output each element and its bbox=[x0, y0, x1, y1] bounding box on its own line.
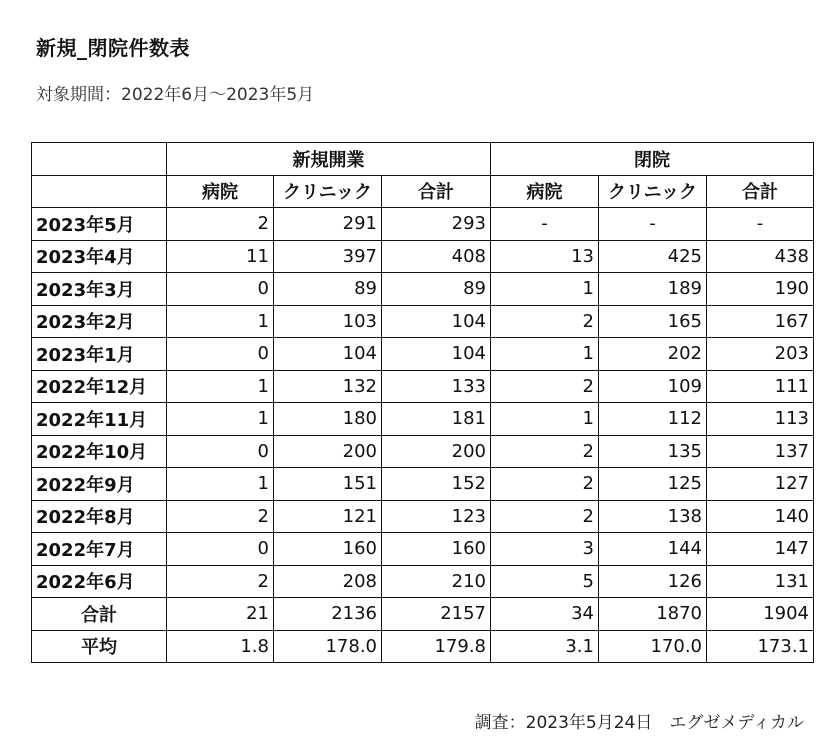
column-header: 合計 bbox=[382, 175, 491, 208]
table-cell: 2 bbox=[491, 435, 599, 468]
table-cell: 131 bbox=[707, 565, 814, 598]
table-cell: 147 bbox=[707, 533, 814, 566]
table-cell: 0 bbox=[167, 533, 274, 566]
table-cell: 140 bbox=[707, 500, 814, 533]
row-label: 2022年9月 bbox=[32, 468, 167, 501]
table-cell: 2 bbox=[491, 500, 599, 533]
table-row bbox=[32, 403, 814, 436]
table-cell: 3.1 bbox=[491, 630, 599, 663]
table-cell: 137 bbox=[707, 435, 814, 468]
table-cell: 2 bbox=[491, 468, 599, 501]
table-row bbox=[32, 305, 814, 338]
table-cell: 111 bbox=[707, 370, 814, 403]
table-cell: - bbox=[599, 208, 707, 241]
table-cell: - bbox=[491, 208, 599, 241]
table-cell: 203 bbox=[707, 338, 814, 371]
table-cell: 1 bbox=[167, 403, 274, 436]
table-cell: 170.0 bbox=[599, 630, 707, 663]
table-row bbox=[32, 240, 814, 273]
table-row bbox=[32, 435, 814, 468]
table-cell: 104 bbox=[382, 338, 491, 371]
table-cell: 173.1 bbox=[707, 630, 814, 663]
column-header: クリニック bbox=[599, 175, 707, 208]
table-cell: 0 bbox=[167, 338, 274, 371]
table-cell: 3 bbox=[491, 533, 599, 566]
table-row bbox=[32, 468, 814, 501]
table-cell: 1 bbox=[167, 305, 274, 338]
period-label: 対象期間：2022年6月～2023年5月 bbox=[36, 85, 315, 105]
group-header-closed: 閉院 bbox=[491, 143, 814, 176]
table-row bbox=[32, 273, 814, 306]
table-cell: 167 bbox=[707, 305, 814, 338]
table-cell: 144 bbox=[599, 533, 707, 566]
row-label: 2022年7月 bbox=[32, 533, 167, 566]
table-cell: 126 bbox=[599, 565, 707, 598]
table-cell: 121 bbox=[274, 500, 382, 533]
table-cell: 208 bbox=[274, 565, 382, 598]
table-cell: 2 bbox=[491, 305, 599, 338]
column-header: 病院 bbox=[491, 175, 599, 208]
table-row bbox=[32, 370, 814, 403]
table-cell: 1 bbox=[167, 468, 274, 501]
table-cell: 408 bbox=[382, 240, 491, 273]
row-label: 2023年5月 bbox=[32, 208, 167, 241]
corner-cell bbox=[32, 143, 167, 176]
table-cell: 200 bbox=[382, 435, 491, 468]
corner-cell bbox=[32, 175, 167, 208]
table-cell: 180 bbox=[274, 403, 382, 436]
row-label: 2022年12月 bbox=[32, 370, 167, 403]
table-cell: 2157 bbox=[382, 598, 491, 631]
row-label: 2023年3月 bbox=[32, 273, 167, 306]
table-cell: 425 bbox=[599, 240, 707, 273]
table-cell: 127 bbox=[707, 468, 814, 501]
table-cell: 2 bbox=[167, 500, 274, 533]
table-cell: 151 bbox=[274, 468, 382, 501]
table-cell: 181 bbox=[382, 403, 491, 436]
table-cell: 2136 bbox=[274, 598, 382, 631]
row-label: 2023年2月 bbox=[32, 305, 167, 338]
table-cell: 202 bbox=[599, 338, 707, 371]
table-cell: 397 bbox=[274, 240, 382, 273]
table-body bbox=[32, 208, 814, 663]
summary-row bbox=[32, 630, 814, 663]
column-header: 合計 bbox=[707, 175, 814, 208]
row-label: 2022年8月 bbox=[32, 500, 167, 533]
table-cell: 34 bbox=[491, 598, 599, 631]
table-cell: 103 bbox=[274, 305, 382, 338]
group-header-row bbox=[32, 143, 814, 176]
table-cell: 438 bbox=[707, 240, 814, 273]
table-cell: 189 bbox=[599, 273, 707, 306]
table-row bbox=[32, 533, 814, 566]
table-cell: 2 bbox=[491, 370, 599, 403]
column-header: 病院 bbox=[167, 175, 274, 208]
table-cell: 1 bbox=[491, 338, 599, 371]
table-cell: 0 bbox=[167, 435, 274, 468]
table-cell: 112 bbox=[599, 403, 707, 436]
table-cell: 133 bbox=[382, 370, 491, 403]
table-cell: - bbox=[707, 208, 814, 241]
table-cell: 152 bbox=[382, 468, 491, 501]
table-cell: 89 bbox=[274, 273, 382, 306]
table-row bbox=[32, 338, 814, 371]
table-cell: 1904 bbox=[707, 598, 814, 631]
table-cell: 179.8 bbox=[382, 630, 491, 663]
table-cell: 1 bbox=[167, 370, 274, 403]
table-cell: 165 bbox=[599, 305, 707, 338]
table-cell: 113 bbox=[707, 403, 814, 436]
table-cell: 291 bbox=[274, 208, 382, 241]
table-cell: 160 bbox=[382, 533, 491, 566]
table-cell: 190 bbox=[707, 273, 814, 306]
table-cell: 104 bbox=[382, 305, 491, 338]
survey-footer: 調査：2023年5月24日 エグゼメディカル bbox=[474, 713, 804, 733]
row-label: 2022年6月 bbox=[32, 565, 167, 598]
table-cell: 178.0 bbox=[274, 630, 382, 663]
row-label: 2023年4月 bbox=[32, 240, 167, 273]
row-label: 合計 bbox=[32, 598, 167, 631]
summary-row bbox=[32, 598, 814, 631]
table-cell: 1 bbox=[491, 403, 599, 436]
table-cell: 1870 bbox=[599, 598, 707, 631]
table-cell: 210 bbox=[382, 565, 491, 598]
table-cell: 5 bbox=[491, 565, 599, 598]
page-title: 新規_閉院件数表 bbox=[36, 36, 190, 60]
table-cell: 132 bbox=[274, 370, 382, 403]
table-cell: 13 bbox=[491, 240, 599, 273]
table-cell: 2 bbox=[167, 565, 274, 598]
table-cell: 138 bbox=[599, 500, 707, 533]
row-label: 平均 bbox=[32, 630, 167, 663]
table-cell: 123 bbox=[382, 500, 491, 533]
table-cell: 135 bbox=[599, 435, 707, 468]
table-cell: 160 bbox=[274, 533, 382, 566]
table-row bbox=[32, 500, 814, 533]
table-cell: 89 bbox=[382, 273, 491, 306]
row-label: 2022年10月 bbox=[32, 435, 167, 468]
table-cell: 21 bbox=[167, 598, 274, 631]
table-row bbox=[32, 565, 814, 598]
sub-header-row bbox=[32, 175, 814, 208]
table-cell: 104 bbox=[274, 338, 382, 371]
table-cell: 293 bbox=[382, 208, 491, 241]
table-cell: 125 bbox=[599, 468, 707, 501]
table-cell: 200 bbox=[274, 435, 382, 468]
table-cell: 1.8 bbox=[167, 630, 274, 663]
table-cell: 1 bbox=[491, 273, 599, 306]
row-label: 2023年1月 bbox=[32, 338, 167, 371]
table-row bbox=[32, 208, 814, 241]
table-cell: 11 bbox=[167, 240, 274, 273]
column-header: クリニック bbox=[274, 175, 382, 208]
table-cell: 109 bbox=[599, 370, 707, 403]
table-cell: 2 bbox=[167, 208, 274, 241]
row-label: 2022年11月 bbox=[32, 403, 167, 436]
group-header-new: 新規開業 bbox=[167, 143, 491, 176]
table-cell: 0 bbox=[167, 273, 274, 306]
count-table bbox=[31, 142, 814, 663]
